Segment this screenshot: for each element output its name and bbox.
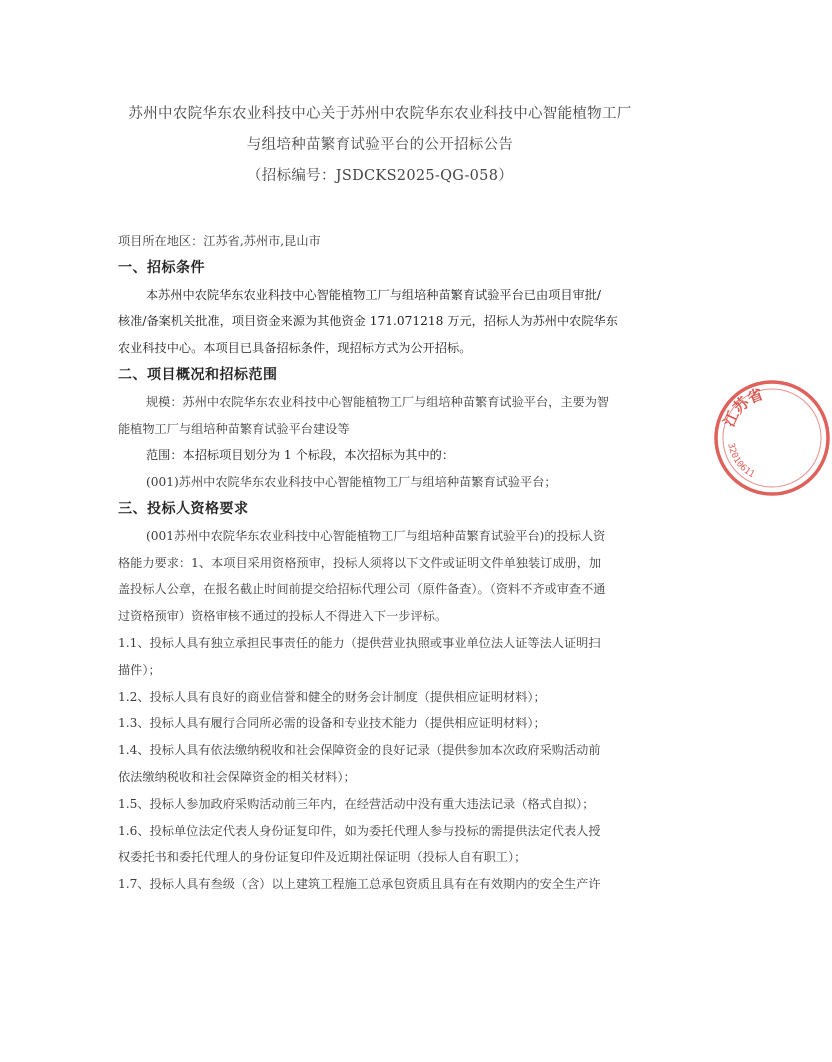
announcement-body bbox=[118, 228, 638, 898]
paragraph-line: 本苏州中农院华东农业科技中心智能植物工厂与组培种苗繁育试验平台已由项目审批/ bbox=[146, 287, 602, 302]
section-heading-tender-conditions: 一、招标条件 bbox=[118, 259, 205, 276]
paragraph-line: 核准/备案机关批准，项目资金来源为其他资金 171.071218 万元，招标人为苏州中农院华东 bbox=[118, 314, 618, 329]
section-heading-qualifications: 三、投标人资格要求 bbox=[118, 500, 249, 517]
requirement-1-6-cont: 权委托书和委托代理人的身份证复印件及近期社保证明（投标人自有职工）； bbox=[118, 850, 527, 865]
requirement-1-1: 1.1、投标人具有独立承担民事责任的能力（提供营业执照或事业单位法人证等法人证明扫 bbox=[118, 635, 601, 650]
paragraph-line: 过资格预审）资格审核不通过的投标人不得进入下一步评标。 bbox=[118, 609, 448, 624]
requirement-1-4: 1.4、投标人具有依法缴纳税收和社会保障资金的良好记录（提供参加本次政府采购活动前 bbox=[118, 743, 601, 758]
requirement-1-3: 1.3、投标人具有履行合同所必需的设备和专业技术能力（提供相应证明材料）； bbox=[118, 716, 546, 731]
requirement-1-4-cont: 依法缴纳税收和社会保障资金的相关材料）； bbox=[118, 769, 356, 784]
paragraph-line: 规模：苏州中农院华东农业科技中心智能植物工厂与组培种苗繁育试验平台，主要为智 bbox=[146, 394, 610, 409]
announcement-title bbox=[100, 99, 660, 192]
requirement-1-6: 1.6、投标单位法定代表人身份证复印件，如为委托代理人参与投标的需提供法定代表人授 bbox=[118, 823, 601, 838]
requirement-1-5: 1.5、投标人参加政府采购活动前三年内，在经营活动中没有重大违法记录（格式自拟）； bbox=[118, 796, 595, 811]
paragraph-line: 格能力要求：1、本项目采用资格预审，投标人须将以下文件或证明文件单独装订成册，加 bbox=[118, 555, 602, 570]
paragraph-line: 农业科技中心。本项目已具备招标条件，现招标方式为公开招标。 bbox=[118, 341, 472, 356]
scope-line: 范围：本招标项目划分为 1 个标段，本次招标为其中的： bbox=[146, 448, 455, 463]
section-heading-project-overview: 二、项目概况和招标范围 bbox=[118, 366, 278, 383]
tender-number: （招标编号：JSDCKS2025-QG-058） bbox=[246, 168, 514, 184]
paragraph-line: 盖投标人公章，在报名截止时间前提交给招标代理公司（原件备查）。（资料不齐或审查不通 bbox=[118, 582, 606, 597]
requirement-1-2: 1.2、投标人具有良好的商业信誉和健全的财务会计制度（提供相应证明材料）； bbox=[118, 689, 546, 704]
lot-line: (001)苏州中农院华东农业科技中心智能植物工厂与组培种苗繁育试验平台； bbox=[146, 475, 557, 490]
project-location: 项目所在地区：江苏省,苏州市,昆山市 bbox=[118, 234, 321, 248]
title-line-2: 与组培种苗繁育试验平台的公开招标公告 bbox=[246, 137, 514, 153]
official-seal-stamp bbox=[712, 378, 832, 498]
paragraph-line: 能植物工厂与组培种苗繁育试验平台建设等 bbox=[118, 421, 350, 436]
requirement-1-7: 1.7、投标人具有叁级（含）以上建筑工程施工总承包资质且具有在有效期内的安全生产许 bbox=[118, 877, 601, 892]
paragraph-line: (001苏州中农院华东农业科技中心智能植物工厂与组培种苗繁育试验平台)的投标人资 bbox=[146, 528, 606, 543]
stamp-top-text: 江苏省 bbox=[719, 385, 766, 430]
requirement-1-1-cont: 描件）； bbox=[118, 662, 161, 677]
title-line-1: 苏州中农院华东农业科技中心关于苏州中农院华东农业科技中心智能植物工厂 bbox=[128, 106, 632, 122]
stamp-ring bbox=[716, 382, 828, 494]
stamp-number-text: 32010611 bbox=[725, 442, 757, 481]
